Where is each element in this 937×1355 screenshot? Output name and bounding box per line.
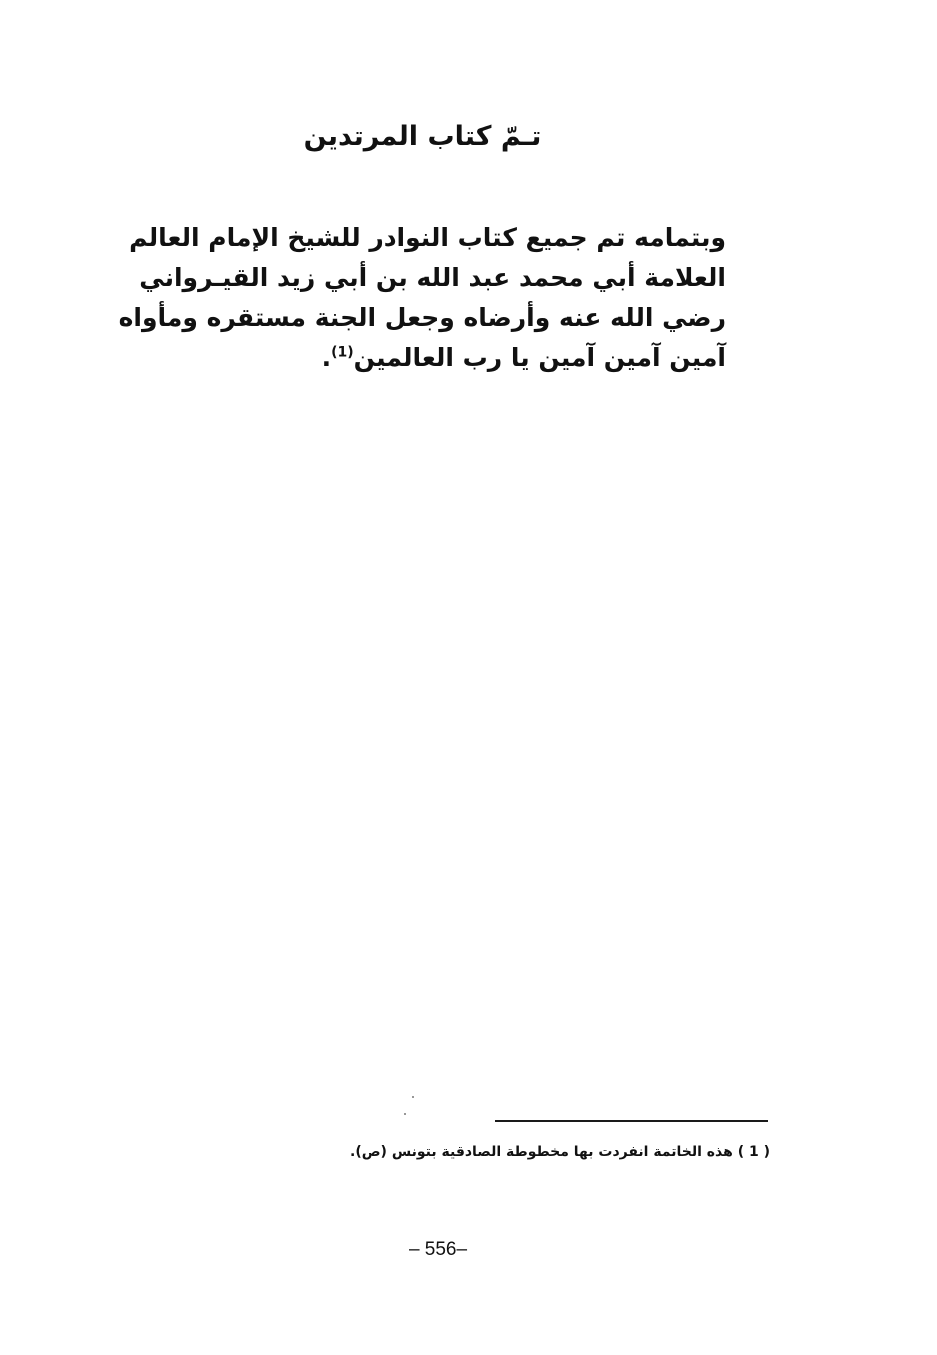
- print-speck: [412, 1096, 414, 1098]
- colophon-line-4: [170, 338, 726, 378]
- print-speck: [404, 1113, 406, 1115]
- colophon-line-3: رضي الله عنه وأرضاه وجعل الجنة مستقره ومأواه: [118, 303, 726, 332]
- closing-punctuation: .: [321, 343, 332, 372]
- page-number: – 556–: [408, 1239, 468, 1260]
- colophon-line-2: العلامة أبي محمد عبد الله بن أبي زيد القيـرواني: [139, 263, 726, 292]
- section-closing-heading: تـمّ كتاب المرتدين: [303, 121, 542, 152]
- footnote-reference-marker: (1): [331, 344, 354, 361]
- colophon-line-1: وبتمامه تم جميع كتاب النوادر للشيخ الإمام العالم: [129, 223, 726, 252]
- colophon-paragraph: [118, 218, 726, 378]
- footnote-text: ( 1 ) هذه الخاتمة انفردت بها مخطوطة الصادقية بتونس (ص).: [350, 1144, 770, 1160]
- colophon-line-4-text: آمين آمين آمين يا رب العالمين: [353, 343, 726, 372]
- footnote-separator-line: [495, 1120, 768, 1122]
